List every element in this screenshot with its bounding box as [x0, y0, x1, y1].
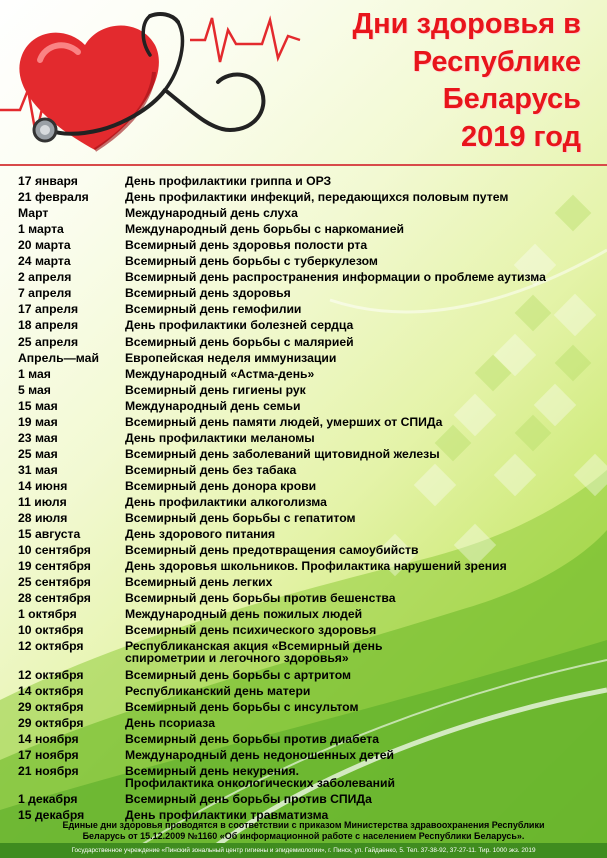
event-name: Республиканская акция «Всемирный день	[125, 639, 383, 654]
event-date: 19 мая	[18, 414, 58, 429]
event-name: День профилактики гриппа и ОРЗ	[125, 174, 332, 188]
event-name: Международный день недоношенных детей	[125, 747, 395, 762]
event-date: 1 марта	[18, 222, 64, 237]
event-name: Всемирный день борьбы против СПИДа	[125, 791, 372, 806]
event-name: Всемирный день легких	[125, 575, 273, 590]
event-name-continued: Профилактика онкологических заболеваний	[125, 775, 396, 790]
event-name: Всемирный день борьбы с гепатитом	[125, 511, 356, 526]
event-name: Всемирный день здоровья полости рта	[125, 238, 368, 253]
title-line: 2019 год	[460, 120, 581, 153]
title-line: Дни здоровья в	[352, 8, 581, 40]
footer-line: Единые дни здоровья проводятся в соответствии с приказом Министерства здравоохранения Республики	[62, 820, 545, 830]
event-name: Международный день семьи	[125, 398, 301, 413]
event-name: Международный день пожилых людей	[125, 607, 363, 622]
event-name: Всемирный день борьбы с туберкулезом	[125, 254, 378, 269]
event-date: 10 сентября	[18, 543, 91, 558]
event-date: 25 сентября	[18, 575, 91, 590]
event-name: Всемирный день гемофилии	[125, 302, 302, 317]
event-name: Республиканский день матери	[125, 683, 311, 698]
event-name: Всемирный день памяти людей, умерших от СПИДа	[125, 414, 443, 429]
event-date: 1 декабря	[18, 791, 78, 806]
event-name: Международный день борьбы с наркоманией	[125, 222, 405, 237]
event-date: 12 октября	[18, 667, 84, 682]
event-name: Всемирный день некурения.	[125, 763, 299, 778]
event-date: 17 января	[18, 174, 78, 188]
event-date: 29 октября	[18, 715, 84, 730]
event-name: Всемирный день донора крови	[125, 478, 317, 493]
event-name: Всемирный день без табака	[125, 462, 297, 477]
event-date: 19 сентября	[18, 559, 91, 574]
event-date: 14 октября	[18, 683, 84, 698]
poster-title	[353, 6, 582, 156]
event-name: Всемирный день здоровья	[125, 286, 291, 301]
event-date: 29 октября	[18, 699, 84, 714]
event-name: Всемирный день психического здоровья	[125, 623, 377, 638]
footer-note	[0, 820, 607, 842]
event-name: Всемирный день борьбы против диабета	[125, 731, 379, 746]
event-date: 21 ноября	[18, 763, 79, 778]
event-name: День профилактики инфекций, передающихся половым путем	[125, 190, 509, 205]
event-date: 7 апреля	[18, 286, 72, 301]
event-name-continued: спирометрии и легочного здоровья»	[125, 651, 349, 666]
event-date: 11 июля	[18, 495, 67, 509]
event-name: Всемирный день распространения информации о проблеме аутизма	[125, 270, 546, 285]
event-date: 21 февраля	[18, 190, 89, 205]
footer-line: Беларусь от 15.12.2009 №1160 «Об информационной работе с населением Республики Беларусь».	[82, 831, 525, 841]
event-name: День здорового питания	[125, 527, 276, 542]
event-date: 20 марта	[18, 238, 71, 253]
event-name: День псориаза	[125, 715, 215, 730]
event-date: 14 ноября	[18, 731, 79, 746]
event-name: Всемирный день борьбы с инсультом	[125, 699, 359, 714]
event-date: 23 мая	[18, 430, 58, 445]
title-line: Беларусь	[442, 83, 581, 115]
event-name: День профилактики алкоголизма	[125, 495, 327, 509]
event-name: Международный «Астма-день»	[125, 366, 315, 381]
event-date: 28 июля	[18, 511, 68, 526]
event-name: Всемирный день заболеваний щитовидной железы	[125, 446, 440, 461]
event-date: 2 апреля	[18, 270, 72, 285]
event-name: Международный день слуха	[125, 206, 298, 221]
event-name: Всемирный день гигиены рук	[125, 382, 306, 397]
event-date: Апрель—май	[18, 350, 99, 365]
title-line: Республике	[412, 45, 581, 78]
event-date: 18 апреля	[18, 318, 79, 333]
event-name: Всемирный день борьбы против бешенства	[125, 591, 396, 606]
event-name: Всемирный день предотвращения самоубийств	[125, 543, 419, 558]
footer-imprint: Государственное учреждение «Пинский зональный центр гигиены и эпидемиологии», г. Пинск, ул. Гайдаенко, 5. Тел. 37-38-92, 37-27-11. Тир. 1000 экз. 2019	[0, 843, 607, 858]
event-name: Европейская неделя иммунизации	[125, 350, 337, 365]
event-name: День здоровья школьников. Профилактика нарушений зрения	[125, 559, 507, 574]
event-name: Всемирный день борьбы с артритом	[125, 667, 352, 682]
event-name: День профилактики травматизма	[125, 807, 329, 822]
event-date: 15 августа	[18, 527, 81, 542]
event-date: 25 апреля	[18, 334, 79, 349]
event-date: 17 ноября	[18, 747, 79, 762]
event-date: 14 июня	[18, 478, 68, 493]
event-date: Март	[18, 206, 49, 221]
divider	[0, 164, 607, 166]
event-date: 1 октября	[18, 607, 77, 622]
event-date: 5 мая	[18, 382, 51, 397]
event-name: День профилактики болезней сердца	[125, 318, 354, 333]
event-date: 25 мая	[18, 446, 58, 461]
event-name: День профилактики меланомы	[125, 430, 315, 445]
event-date: 15 декабря	[18, 807, 85, 822]
event-date: 15 мая	[18, 398, 58, 413]
event-date: 28 сентября	[18, 591, 91, 606]
event-date: 31 мая	[18, 462, 58, 477]
event-date: 17 апреля	[18, 302, 79, 317]
event-name: Всемирный день борьбы с малярией	[125, 334, 354, 349]
event-date: 12 октября	[18, 639, 84, 654]
event-date: 10 октября	[18, 623, 84, 638]
event-date: 1 мая	[18, 366, 51, 381]
event-date: 24 марта	[18, 254, 71, 269]
